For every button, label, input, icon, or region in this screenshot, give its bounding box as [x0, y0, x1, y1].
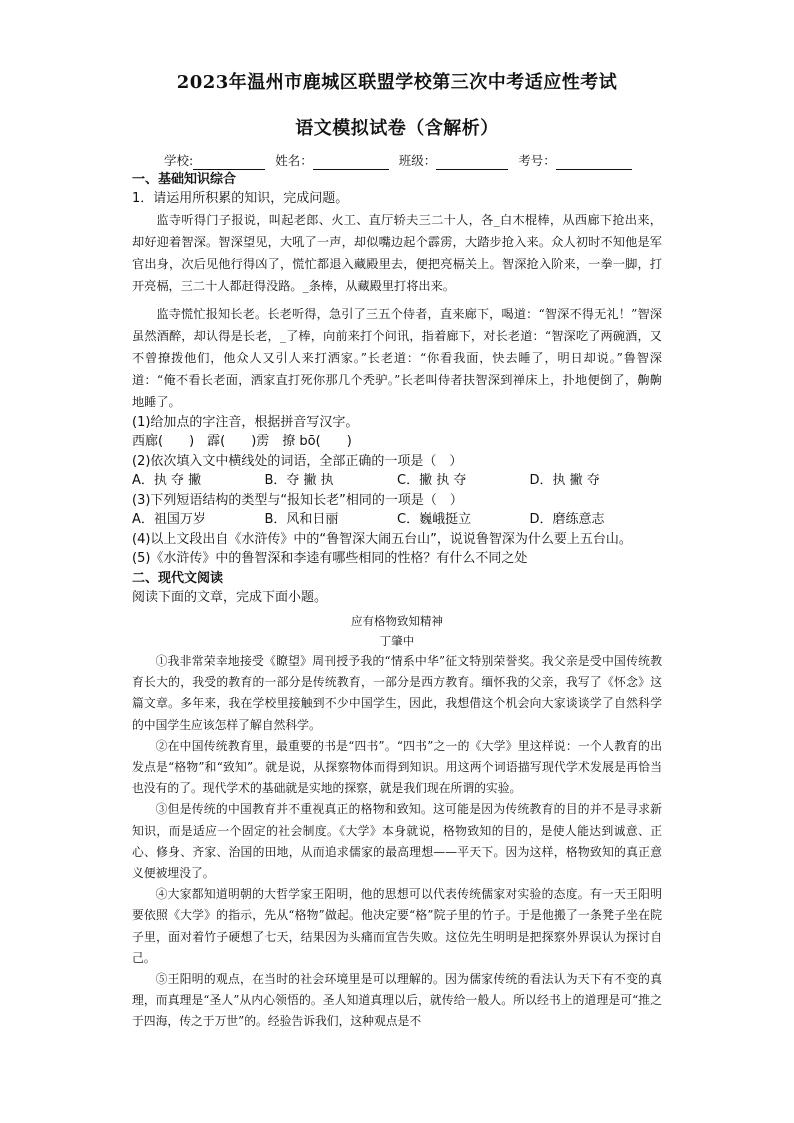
q1-prompt: 1．请运用所积累的知识，完成问题。: [132, 191, 349, 206]
exam-title: 2023年温州市鹿城区联盟学校第三次中考适应性考试: [176, 72, 618, 93]
exam-subtitle: 语文模拟试卷（含解析）: [295, 118, 499, 139]
q1-sub1-items: 西廊( ) 霹( )雳 撩 bō( ): [132, 434, 352, 449]
school-label: 学校:: [164, 153, 194, 168]
option-a: A．祖国万岁: [132, 512, 206, 527]
q1-sub1: (1)给加点的字注音，根据拼音写汉字。: [132, 414, 359, 430]
section2-heading: 二、现代文阅读: [132, 570, 224, 586]
q1-sub3: (3)下列短语结构的类型与“报知长老”相同的一项是（ ）: [132, 492, 463, 508]
section1-heading: 一、基础知识综合: [132, 172, 237, 187]
article-paragraph-3: ③但是传统的中国教育并不重视真正的格物和致知。这可能是因为传统教育的目的并不是寻求新知识，而是适应一个固定的社会制度。《大学》本身就说，格物致知的目的，是使人能达到诚意、正心、修身、齐家、治国的田地，从而追求儒家的最高理想——平天下。因为这样，格物致知的真正意义便被埋没了。: [132, 802, 662, 881]
passage-paragraph-2: 监寺慌忙报知长老。长老听得，急引了三五个侍者，直来廊下，喝道：“智深不得无礼！”智深虽然酒醉，却认得是长老，_了棒，向前来打个问讯，指着廊下，对长老道：“智深吃了两碗酒，又不曾撩拨他们，他众人又引人来打洒家。”长老道：“你看我面，快去睡了，明日却说。”鲁智深道：“俺不看长老面，洒家直打死你那几个秃驴。”长老叫侍者扶智深到禅床上，扑地便倒了，齁齁地睡了。: [132, 306, 662, 409]
option-b: B．风和日丽: [264, 512, 339, 527]
name-label: 姓名：: [275, 153, 313, 168]
article-paragraph-5: ⑤王阳明的观点，在当时的社会环境里是可以理解的。因为儒家传统的看法认为天下有不变的真理，而真理是“圣人”从内心领悟的。圣人知道真理以后，就传给一般人。所以经书上的道理是可“推之于四海，传之于万世”的。经验告诉我们，这种观点是不: [132, 972, 662, 1029]
article-title: 应有格物致知精神: [351, 614, 443, 628]
option-c: C．撇 执 夺: [397, 473, 467, 488]
option-d: D．磨练意志: [529, 512, 605, 527]
q1-sub3-options: [132, 510, 662, 530]
article-paragraph-1: ①我非常荣幸地接受《瞭望》周刊授予我的“情系中华”征文特别荣誉奖。我父亲是受中国传统教育长大的，我受的教育的一部分是传统教育，一部分是西方教育。缅怀我的父亲，我写了《怀念》这篇文章。多年来，我在学校里接触到不少中国学生，因此，我想借这个机会向大家谈谈学了自然科学的中国学生应该怎样了解自然科学。: [132, 654, 662, 732]
q1-sub5: (5)《水浒传》中的鲁智深和李逵有哪些相同的性格？有什么不同之处: [132, 551, 528, 566]
option-b: B．夺 撇 执: [264, 473, 334, 488]
school-blank: [193, 155, 265, 170]
option-a: A．执 夺 撇: [132, 473, 202, 488]
option-d: D．执 撇 夺: [529, 473, 600, 488]
article-author: 丁肇中: [379, 634, 415, 648]
reading-intro: 阅读下面的文章，完成下面小题。: [132, 589, 328, 605]
student-info-line: [132, 152, 662, 170]
name-blank: [313, 155, 389, 170]
q1-sub2-options: [132, 471, 662, 491]
class-label: 班级：: [398, 153, 437, 168]
passage-paragraph-1: 监寺听得门子报说，叫起老郎、火工、直厅轿夫三二十人，各_白木棍棒，从西廊下抢出来，却好迎着智深。智深望见，大吼了一声，却似嘴边起个霹雳，大踏步抢入来。众人初时不知他是军官出身，次后见他行得凶了，慌忙都退入藏殿里去，便把亮槅关上。智深抢入阶来，一拳一脚，打开亮槅，三二十人都赶得没路。_条棒，从藏殿里打将出来。: [132, 212, 662, 293]
q1-sub4: (4)以上文段出自《水浒传》中的“鲁智深大闹五台山”，说说鲁智深为什么要上五台山。: [132, 531, 632, 547]
number-blank: [556, 155, 632, 170]
option-c: C．巍峨挺立: [397, 512, 472, 527]
q1-sub2: (2)依次填入文中横线处的词语，全部正确的一项是（ ）: [132, 453, 463, 469]
article-paragraph-4: ④大家都知道明朝的大哲学家王阳明，他的思想可以代表传统儒家对实验的态度。有一天王阳明要依照《大学》的指示，先从“格物”做起。他决定要“格”院子里的竹子。于是他搬了一条凳子坐在院子里，面对着竹子硬想了七天，结果因为头痛而宣告失败。这位先生明明是把探察外界误认为探讨自己。: [132, 887, 662, 965]
article-paragraph-2: ②在中国传统教育里，最重要的书是“四书”。“四书”之一的《大学》里这样说：一个人教育的出发点是“格物”和“致知”。就是说，从探察物体而得到知识。用这两个词语描写现代学术发展是再恰当也没有的了。现代学术的基础就是实地的探察，就是我们现在所谓的实验。: [132, 738, 662, 796]
class-blank: [436, 155, 508, 170]
number-label: 考号：: [518, 153, 556, 168]
